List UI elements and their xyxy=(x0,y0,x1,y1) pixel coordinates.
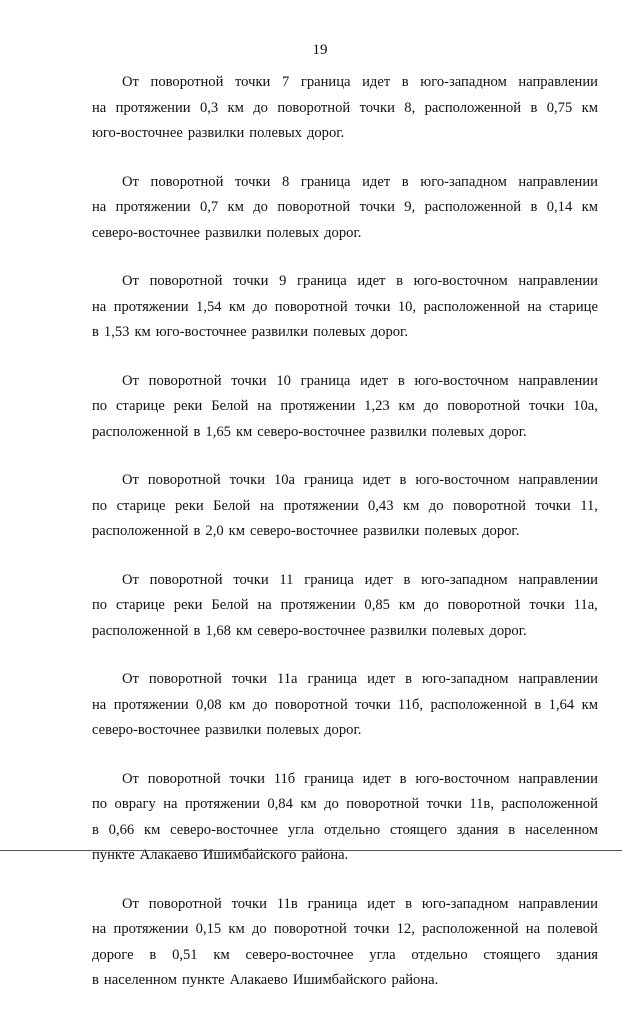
text-line: От поворотной точки 11 граница идет в юго-западном направлении xyxy=(122,571,598,588)
text-line: От поворотной точки 11в граница идет в юго-западном направлении xyxy=(122,895,598,912)
text-line: по старице реки Белой на протяжении 0,43 км до поворотной точки 11, xyxy=(92,497,598,514)
text-line: по старице реки Белой на протяжении 1,23 км до поворотной точки 10а, xyxy=(92,398,598,414)
paragraph xyxy=(92,667,598,744)
text-line: по старице реки Белой на протяжении 0,85 км до поворотной точки 11а, xyxy=(92,597,598,613)
text-line: дороге в 0,51 км северо-восточнее угла отдельно стоящего здания xyxy=(92,946,598,963)
text-line: От поворотной точки 7 граница идет в юго-западном направлении xyxy=(122,74,598,90)
footer-rule xyxy=(0,850,622,851)
paragraph xyxy=(92,369,598,446)
paragraph xyxy=(92,170,598,247)
paragraph xyxy=(92,70,598,147)
text-line: в 0,66 км северо-восточнее угла отдельно стоящего здания в населенном xyxy=(92,821,598,838)
text-line: в населенном пункте Алакаево Ишимбайского района. xyxy=(92,972,439,988)
text-line: на протяжении 0,08 км до поворотной точки 11б, расположенной в 1,64 км xyxy=(92,696,598,713)
text-line: на протяжении 0,15 км до поворотной точки 12, расположенной на полевой xyxy=(92,921,598,937)
paragraph xyxy=(92,468,598,545)
text-line: северо-восточнее развилки полевых дорог. xyxy=(92,224,362,241)
text-line: расположенной в 2,0 км северо-восточнее развилки полевых дорог. xyxy=(92,523,520,539)
paragraph xyxy=(92,269,598,346)
text-line: на протяжении 0,3 км до поворотной точки 8, расположенной в 0,75 км xyxy=(92,99,598,116)
text-line: расположенной в 1,65 км северо-восточнее развилки полевых дорог. xyxy=(92,423,527,440)
text-line: От поворотной точки 11б граница идет в юго-восточном направлении xyxy=(122,770,598,787)
text-line: От поворотной точки 9 граница идет в юго-восточном направлении xyxy=(122,273,598,289)
text-line: юго-восточнее развилки полевых дорог. xyxy=(92,125,345,141)
document-body xyxy=(92,70,598,1017)
text-line: пункте Алакаево Ишимбайского района. xyxy=(92,847,349,863)
paragraph xyxy=(92,767,598,869)
text-line: на протяжении 0,7 км до поворотной точки 9, расположенной в 0,14 км xyxy=(92,199,598,215)
text-line: От поворотной точки 10а граница идет в юго-восточном направлении xyxy=(122,472,598,488)
text-line: От поворотной точки 8 граница идет в юго-западном направлении xyxy=(122,173,598,190)
paragraph xyxy=(92,892,598,994)
text-line: в 1,53 км юго-восточнее развилки полевых дорог. xyxy=(92,324,409,340)
page-number: 19 xyxy=(312,42,328,58)
text-line: северо-восточнее развилки полевых дорог. xyxy=(92,722,362,738)
text-line: От поворотной точки 10 граница идет в юго-восточном направлении xyxy=(122,372,598,389)
text-line: на протяжении 1,54 км до поворотной точки 10, расположенной на старице xyxy=(92,298,598,315)
paragraph xyxy=(92,568,598,645)
text-line: От поворотной точки 11а граница идет в юго-западном направлении xyxy=(122,671,598,687)
text-line: расположенной в 1,68 км северо-восточнее развилки полевых дорог. xyxy=(92,622,527,639)
text-line: по оврагу на протяжении 0,84 км до поворотной точки 11в, расположенной xyxy=(92,796,598,812)
